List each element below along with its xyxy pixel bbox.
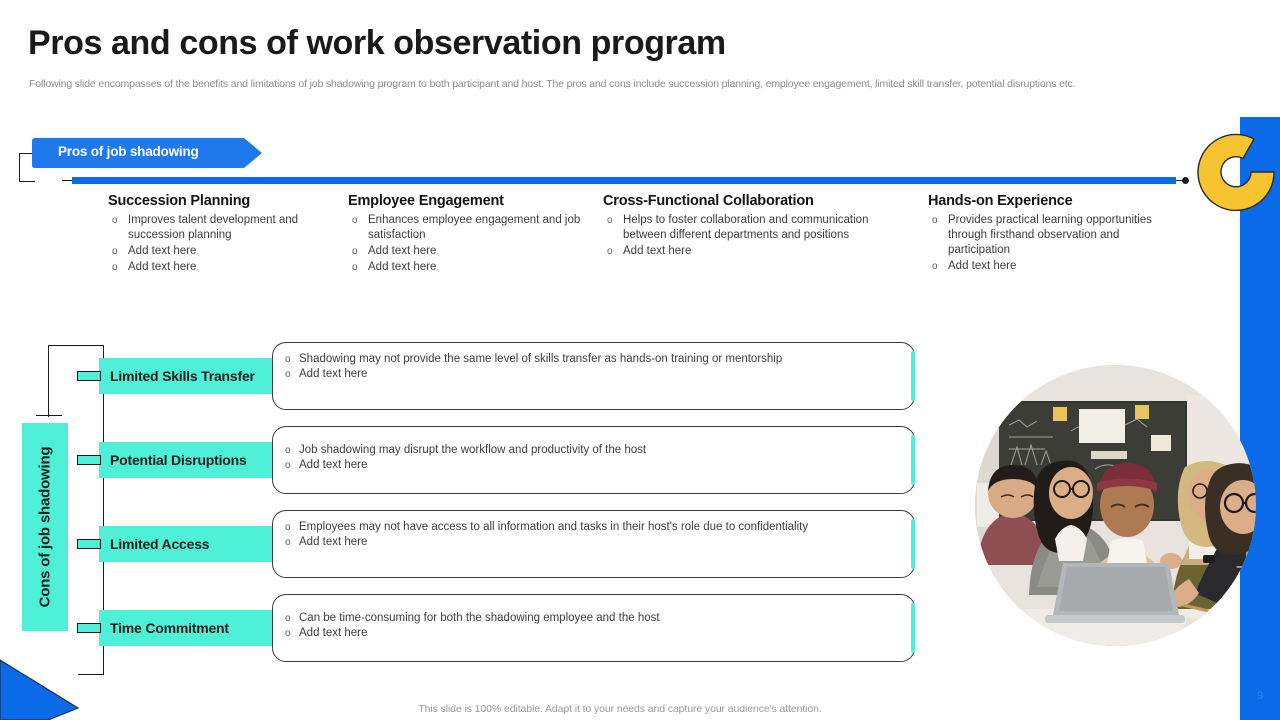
- cons-section-label-text: Cons of job shadowing: [36, 446, 54, 608]
- header-rule-bar: [72, 177, 1176, 184]
- pros-bullet: o Helps to foster collaboration and communication between different departments and positions: [603, 213, 914, 243]
- cons-detail-box-limited-skills-transfer: [272, 342, 915, 410]
- pros-column-heading: Employee Engagement: [348, 193, 504, 209]
- cons-tab-label: Limited Access: [110, 536, 210, 552]
- pros-column-heading: Cross-Functional Collaboration: [603, 193, 814, 209]
- cons-tab-label: Time Commitment: [110, 620, 229, 636]
- cons-tab-label: Potential Disruptions: [110, 452, 247, 468]
- pros-column-succession-planning: [108, 193, 348, 276]
- pros-column-cross-functional-collaboration: [603, 193, 928, 276]
- cons-detail-box-time-commitment: [272, 594, 915, 662]
- pros-banner: [32, 138, 262, 168]
- cons-connector-node: [77, 539, 101, 549]
- pros-bullet-list: [348, 213, 589, 275]
- cons-detail-point: o Employees may not have access to all information and tasks in their host's role due to confidentiality: [273, 520, 914, 535]
- pros-bullet: o Add text here: [603, 244, 914, 259]
- pros-columns: [108, 193, 1198, 276]
- cons-detail-list: [273, 595, 914, 641]
- header-rule-end-dot: [1182, 177, 1189, 184]
- cons-detail-box-potential-disruptions: [272, 426, 915, 494]
- cons-detail-point: o Can be time-consuming for both the shadowing employee and the host: [273, 611, 914, 626]
- cons-connector-node: [77, 371, 101, 381]
- pros-bullet-list: [603, 213, 914, 259]
- donut-ring-decoration: [1192, 128, 1280, 216]
- page-number: 9: [1256, 690, 1264, 702]
- cons-detail-point: o Add text here: [273, 367, 914, 382]
- cons-detail-point: o Job shadowing may disrupt the workflow and productivity of the host: [273, 443, 914, 458]
- pros-banner-label: Pros of job shadowing: [58, 144, 199, 159]
- cons-detail-list: [273, 343, 914, 382]
- cons-detail-point: o Shadowing may not provide the same level of skills transfer as hands-on training or mentorship: [273, 352, 914, 367]
- cons-detail-point: o Add text here: [273, 535, 914, 550]
- cons-section-label: [22, 423, 68, 631]
- cons-tab-label: Limited Skills Transfer: [110, 368, 255, 384]
- page-subtitle: Following slide encompasses of the benefits and limitations of job shadowing program to both participant and host. The pros and cons include succession planning, employee engagement, limited skill transfer, potential disruptions etc.: [29, 78, 1076, 90]
- pros-bullet-list: [928, 213, 1179, 274]
- cons-detail-box-limited-access: [272, 510, 915, 578]
- pros-bullet: o Add text here: [348, 244, 589, 259]
- footer-note: This slide is 100% editable. Adapt it to your needs and capture your audience's attention.: [418, 703, 822, 715]
- pros-column-employee-engagement: [348, 193, 603, 276]
- team-photo: [975, 365, 1256, 646]
- cons-detail-list: [273, 511, 914, 550]
- pros-bullet: o Enhances employee engagement and job satisfaction: [348, 213, 589, 243]
- cons-label-tjoint: [36, 415, 62, 416]
- pros-column-hands-on-experience: [928, 193, 1193, 276]
- pros-bullet: o Add text here: [108, 244, 334, 259]
- cons-connector-node: [77, 455, 101, 465]
- pros-bullet-list: [108, 213, 334, 275]
- page-title: Pros and cons of work observation program: [28, 24, 726, 62]
- pros-bullet: o Improves talent development and succession planning: [108, 213, 334, 243]
- pros-bullet: o Add text here: [928, 259, 1179, 274]
- pros-bullet: o Add text here: [108, 260, 334, 275]
- pros-column-heading: Hands-on Experience: [928, 193, 1073, 209]
- cons-connector-node: [77, 623, 101, 633]
- pros-column-heading: Succession Planning: [108, 193, 251, 209]
- cons-detail-list: [273, 427, 914, 473]
- cons-stem-foot: [78, 674, 104, 675]
- cons-bracket: [48, 345, 104, 417]
- cons-detail-point: o Add text here: [273, 626, 914, 641]
- cons-detail-point: o Add text here: [273, 458, 914, 473]
- pros-bullet: o Add text here: [348, 260, 589, 275]
- pros-bullet: o Provides practical learning opportunities through firsthand observation and participation: [928, 213, 1179, 258]
